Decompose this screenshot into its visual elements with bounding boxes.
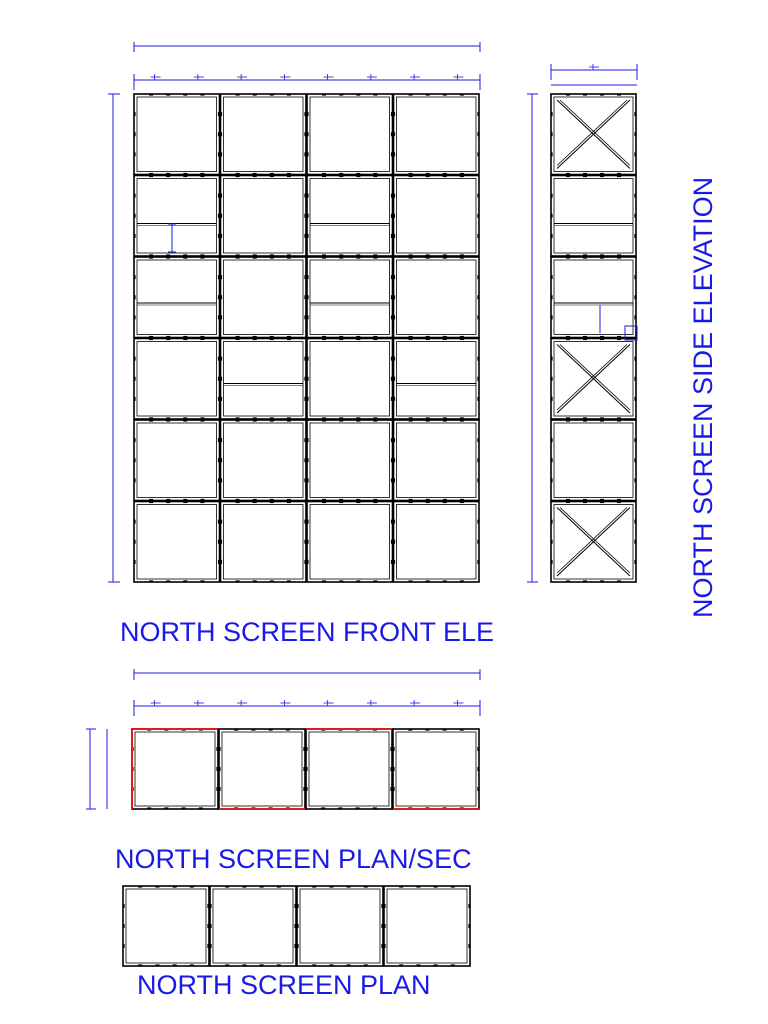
front-panel [394, 339, 480, 420]
panel-frame-inner [310, 260, 390, 335]
panel-frame-outer [551, 257, 636, 338]
panel-frame-inner [137, 423, 217, 498]
cross-brace [557, 508, 630, 577]
plan-panel [123, 886, 209, 966]
panel-frame-inner [224, 423, 304, 498]
plan-panel [210, 886, 296, 966]
side-panel [551, 420, 636, 501]
side-panel [551, 257, 636, 338]
panel-frame-outer [123, 886, 209, 966]
panel-frame-outer [394, 176, 480, 257]
panel-frame-outer [394, 257, 480, 338]
panel-frame-outer [393, 729, 479, 809]
panel-frame-inner [222, 732, 302, 806]
front-elevation-view [134, 94, 479, 582]
panel-frame-outer [307, 257, 393, 338]
panel-frame-outer [219, 729, 305, 809]
plan-section-view [132, 729, 479, 809]
front-panel [134, 339, 220, 420]
panel-frame-outer [394, 339, 480, 420]
panel-frame-inner [310, 423, 390, 498]
front-panel [221, 420, 307, 501]
plan-section-panel [219, 729, 305, 809]
panel-frame-inner [310, 505, 390, 580]
panel-frame-outer [134, 339, 220, 420]
panel-frame-outer [134, 94, 220, 175]
panel-frame-inner [396, 732, 476, 806]
panel-frame-inner [310, 179, 390, 254]
panel-frame-outer [221, 339, 307, 420]
plan-title: NORTH SCREEN PLAN [137, 970, 431, 1000]
panel-frame-inner [135, 732, 215, 806]
plan-section-dimensions [86, 669, 480, 809]
panel-frame-outer [307, 420, 393, 501]
plan-panel [297, 886, 383, 966]
shelf [397, 384, 477, 386]
panel-frame-inner [397, 342, 477, 417]
front-panel [307, 502, 393, 583]
front-panel [307, 420, 393, 501]
panel-frame-inner [224, 97, 304, 172]
panel-frame-outer [132, 729, 218, 809]
panel-frame-outer [307, 339, 393, 420]
front-panel [134, 94, 220, 175]
panel-frame-outer [134, 420, 220, 501]
panel-frame-inner [137, 260, 217, 335]
shelf [137, 303, 217, 305]
plan-view [123, 886, 470, 966]
panel-frame-inner [554, 179, 633, 254]
shelf [137, 224, 217, 226]
shelf [554, 303, 633, 305]
panel-frame-outer [221, 257, 307, 338]
panel-frame-outer [221, 502, 307, 583]
panel-frame-outer [551, 420, 636, 501]
shelf [224, 384, 304, 386]
front-panel [221, 502, 307, 583]
plan-section-title: NORTH SCREEN PLAN/SEC [115, 844, 472, 874]
front-panel [307, 176, 393, 257]
panel-frame-inner [224, 505, 304, 580]
front-panel [394, 420, 480, 501]
panel-frame-inner [137, 97, 217, 172]
plan-section-panel [306, 729, 392, 809]
side-panel [551, 176, 636, 257]
front-panel [307, 257, 393, 338]
front-panel [134, 176, 220, 257]
panel-frame-inner [310, 342, 390, 417]
panel-frame-inner [137, 342, 217, 417]
plan-panel [384, 886, 470, 966]
side-elevation-title: NORTH SCREEN SIDE ELEVATION [688, 176, 718, 618]
shelf [310, 303, 390, 305]
panel-frame-outer [394, 502, 480, 583]
panel-frame-inner [387, 889, 467, 963]
panel-frame-outer [307, 94, 393, 175]
front-elevation-title: NORTH SCREEN FRONT ELE [120, 617, 495, 647]
panel-frame-inner [554, 260, 633, 335]
panel-frame-outer [210, 886, 296, 966]
panel-frame-inner [137, 505, 217, 580]
panel-frame-outer [306, 729, 392, 809]
panel-frame-outer [384, 886, 470, 966]
front-panel [221, 176, 307, 257]
panel-frame-inner [397, 423, 477, 498]
panel-frame-inner [224, 260, 304, 335]
front-panel [394, 94, 480, 175]
panel-frame-outer [134, 176, 220, 257]
cross-brace [557, 345, 630, 414]
panel-frame-inner [397, 179, 477, 254]
panel-frame-outer [307, 502, 393, 583]
side-elevation-view [551, 94, 637, 582]
panel-frame-outer [394, 420, 480, 501]
front-panel [221, 94, 307, 175]
panel-frame-inner [397, 97, 477, 172]
plan-section-panel [393, 729, 479, 809]
panel-frame-inner [554, 423, 633, 498]
front-panel [307, 339, 393, 420]
panel-frame-inner [397, 505, 477, 580]
panel-frame-outer [551, 176, 636, 257]
panel-frame-outer [134, 257, 220, 338]
front-panel [221, 339, 307, 420]
shelf [310, 224, 390, 226]
panel-frame-outer [394, 94, 480, 175]
front-panel [134, 420, 220, 501]
cross-brace [557, 100, 630, 169]
front-panel [394, 257, 480, 338]
panel-frame-outer [134, 502, 220, 583]
panel-frame-inner [397, 260, 477, 335]
front-panel [394, 176, 480, 257]
panel-frame-inner [224, 342, 304, 417]
panel-frame-inner [137, 179, 217, 254]
panel-frame-outer [307, 176, 393, 257]
panel-frame-inner [310, 97, 390, 172]
panel-frame-outer [221, 94, 307, 175]
panel-frame-inner [224, 179, 304, 254]
front-panel [307, 94, 393, 175]
panel-frame-inner [300, 889, 380, 963]
panel-frame-inner [213, 889, 293, 963]
panel-frame-inner [309, 732, 389, 806]
front-panel [221, 257, 307, 338]
panel-frame-inner [126, 889, 206, 963]
panel-frame-outer [221, 176, 307, 257]
shelf [554, 224, 633, 226]
plan-section-panel [132, 729, 218, 809]
front-panel [134, 257, 220, 338]
panel-frame-outer [297, 886, 383, 966]
front-panel [394, 502, 480, 583]
front-panel [134, 502, 220, 583]
panel-frame-outer [221, 420, 307, 501]
